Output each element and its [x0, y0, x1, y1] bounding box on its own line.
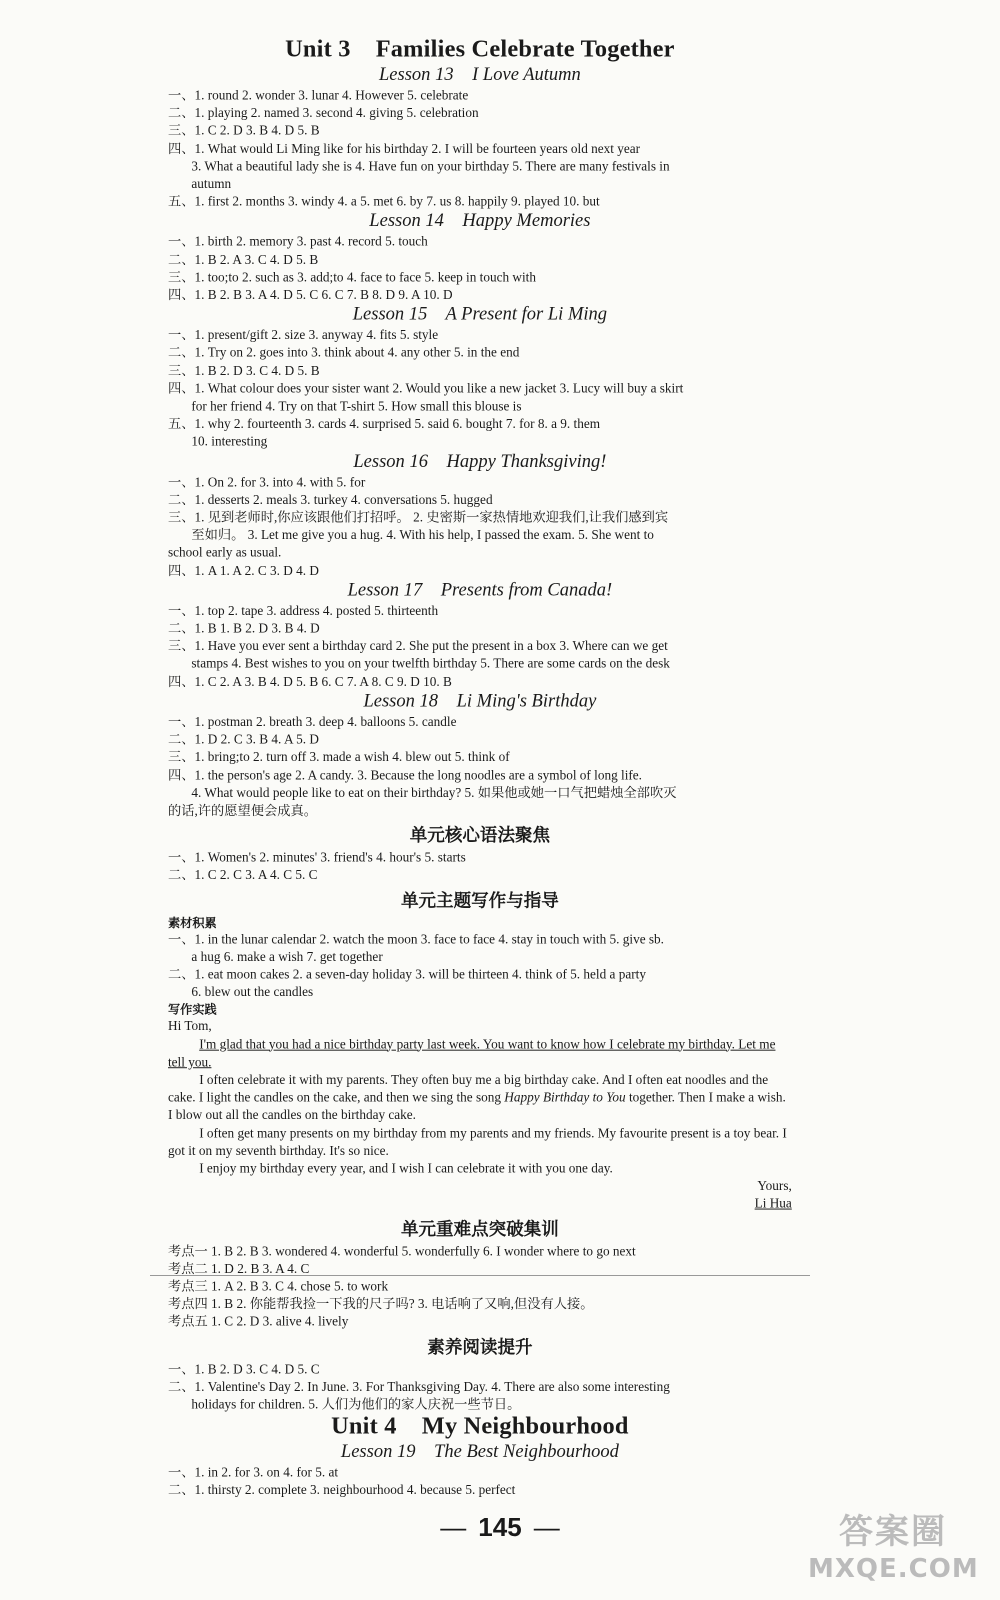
writing-section-title: 单元主题写作与指导 — [400, 890, 559, 911]
answer-line: 三、1. too;to 2. such as 3. add;to 4. face to face 5. keep in touch with — [168, 269, 536, 285]
answer-line: 四、1. the person's age 2. A candy. 3. Because the long noodles are a symbol of long life. — [168, 767, 643, 783]
watermark-text-bottom: MXQE.COM — [808, 1554, 979, 1584]
answer-line: 4. What would people like to eat on their birthday? 5. 如果他或她一口气把蜡烛全部吹灭 — [191, 785, 677, 800]
answer-line: 三、1. bring;to 2. turn off 3. made a wish 4. blew out 5. think of — [168, 749, 510, 765]
grammar-answers — [168, 849, 792, 884]
answer-line: 一、1. round 2. wonder 3. lunar 4. However 5. celebrate — [168, 87, 469, 103]
letter-paragraph-2-a: I often celebrate it with my parents. They often buy me a big birthday cake. And I often eat noodles and the cake. I light the candles on the cake, and then we sing the song — [168, 1072, 769, 1105]
difficulty-answer-line: 考点三 1. A 2. B 3. C 4. chose 5. to work — [168, 1278, 389, 1294]
letter-closing: Yours, — [757, 1178, 792, 1194]
difficulty-answer-line: 考点四 1. B 2. 你能帮我捡一下我的尺子吗? 3. 电话响了又响,但没有人接。 — [168, 1296, 594, 1312]
reading-section-title: 素养阅读提升 — [427, 1336, 533, 1358]
letter-paragraph-4: I enjoy my birthday every year, and I wish I can celebrate it with you one day. — [199, 1160, 613, 1176]
material-answer-line: 二、1. eat moon cakes 2. a seven-day holiday 3. will be thirteen 4. think of 5. held a party — [168, 966, 646, 982]
material-answer-line: 一、1. in the lunar calendar 2. watch the moon 3. face to face 4. stay in touch with 5. give sb. — [168, 931, 665, 946]
answer-line: 3. What a beautiful lady she is 4. Have fun on your birthday 5. There are many festivals in — [191, 158, 670, 174]
answer-line: autumn — [191, 176, 232, 191]
answer-line: 四、1. C 2. A 3. B 4. D 5. B 6. C 7. A 8. C 9. D 10. B — [168, 674, 452, 689]
material-label: 素材积累 — [168, 914, 217, 930]
answer-line: 一、1. birth 2. memory 3. past 4. record 5. touch — [168, 234, 428, 249]
reading-answers — [168, 1360, 792, 1413]
reading-answer-line: 一、1. B 2. D 3. C 4. D 5. C — [168, 1361, 320, 1376]
site-watermark-logo — [808, 1510, 978, 1588]
page-number-value: 145 — [478, 1512, 522, 1542]
answer-line: 二、1. B 2. A 3. C 4. D 5. B — [168, 252, 319, 267]
answer-line: 一、1. present/gift 2. size 3. anyway 4. fits 5. style — [168, 327, 439, 343]
letter-greeting: Hi Tom, — [168, 1018, 212, 1034]
answer-line: 四、1. What colour does your sister want 2. Would you like a new jacket 3. Lucy will buy a skirt — [168, 380, 684, 396]
answer-line: 五、1. first 2. months 3. windy 4. a 5. met 6. by 7. us 8. happily 9. played 10. but — [168, 194, 600, 209]
lesson-title: Lesson 14 Happy Memories — [369, 210, 591, 232]
answer-line: 一、1. postman 2. breath 3. deep 4. balloons 5. candle — [168, 714, 457, 729]
difficulty-answer-line: 考点五 1. C 2. D 3. alive 4. lively — [168, 1314, 349, 1329]
practice-label: 写作实践 — [168, 1002, 217, 1017]
answer-line: 一、1. top 2. tape 3. address 4. posted 5. thirteenth — [168, 603, 439, 618]
reading-answer-line: holidays for children. 5. 人们为他们的家人庆祝一些节日。 — [191, 1396, 521, 1412]
unit-3-lessons — [168, 64, 792, 819]
difficulty-answer-line: 考点二 1. D 2. B 3. A 4. C — [168, 1260, 310, 1276]
answer-line: 三、1. 见到老师时,你应该跟他们打招呼。 2. 史密斯一家热情地欢迎我们,让我们感到宾 — [168, 509, 669, 525]
grammar-answer-line: 二、1. C 2. C 3. A 4. C 5. C — [168, 867, 318, 883]
lesson-title: Lesson 16 Happy Thanksgiving! — [353, 450, 607, 472]
page-number-dash-left: — — [440, 1512, 467, 1542]
answer-line: 三、1. Have you ever sent a birthday card 2. She put the present in a box 3. Where can we get — [168, 638, 668, 654]
letter-paragraph-1: I'm glad that you had a nice birthday party last week. You want to know how I celebrate my birthday. Let me tell you. — [168, 1036, 776, 1069]
grammar-answer-line: 一、1. Women's 2. minutes' 3. friend's 4. hour's 5. starts — [168, 849, 466, 865]
unit-4-title: Unit 4 My Neighbourhood — [331, 1413, 629, 1440]
answer-line: 10. interesting — [191, 434, 268, 449]
reading-answer-line: 二、1. Valentine's Day 2. In June. 3. For Thanksgiving Day. 4. There are also some interesting — [168, 1378, 670, 1394]
letter-signature: Li Hua — [754, 1196, 792, 1211]
unit-4-answer-line: 一、1. in 2. for 3. on 4. for 5. at — [168, 1465, 339, 1480]
difficulty-section-title: 单元重难点突破集训 — [400, 1218, 559, 1240]
lesson-19-title: Lesson 19 The Best Neighbourhood — [340, 1441, 619, 1463]
difficulty-answer-line: 考点一 1. B 2. B 3. wondered 4. wonderful 5. wonderfully 6. I wonder where to go next — [168, 1243, 636, 1258]
unit-3-title: Unit 3 Families Celebrate Together — [285, 36, 675, 63]
lesson-title: Lesson 15 A Present for Li Ming — [352, 304, 608, 325]
answer-line: 五、1. why 2. fourteenth 3. cards 4. surprised 5. said 6. bought 7. for 8. a 9. them — [168, 416, 601, 431]
material-answers — [168, 930, 792, 1001]
letter-paragraph-2-b: together. Then I make a wish. I blow out all the candles on the birthday cake. — [168, 1089, 786, 1123]
answer-line: 四、1. A 1. A 2. C 3. D 4. D — [168, 562, 319, 578]
song-title: Happy Birthday to You — [504, 1089, 626, 1105]
page-divider — [150, 1275, 810, 1276]
answer-line: 二、1. playing 2. named 3. second 4. giving 5. celebration — [168, 105, 479, 121]
letter-paragraph-3: I often get many presents on my birthday from my parents and my friends. My favourite present is a toy bear. I got it on my seventh birthday. It's so nice. — [168, 1125, 787, 1158]
difficulty-answers — [168, 1242, 792, 1331]
material-answer-line: a hug 6. make a wish 7. get together — [191, 949, 383, 964]
answer-line: 四、1. What would Li Ming like for his birthday 2. I will be fourteen years old next year — [168, 140, 641, 156]
lesson-title: Lesson 13 I Love Autumn — [378, 64, 581, 85]
answer-line: school early as usual. — [168, 545, 282, 560]
answer-line: 三、1. B 2. D 3. C 4. D 5. B — [168, 363, 320, 378]
answer-line: 二、1. Try on 2. goes into 3. think about 4. any other 5. in the end — [168, 345, 520, 361]
letter-paragraph-2 — [168, 1071, 792, 1124]
unit-4-answer-line: 二、1. thirsty 2. complete 3. neighbourhood 4. because 5. perfect — [168, 1482, 516, 1498]
answer-line: 至如归。 3. Let me give you a hug. 4. With his help, I passed the exam. 5. She went to — [191, 527, 654, 543]
answer-page — [168, 36, 792, 1500]
answer-line: 一、1. On 2. for 3. into 4. with 5. for — [168, 474, 366, 489]
answer-line: 二、1. B 1. B 2. D 3. B 4. D — [168, 620, 320, 636]
answer-line: 的话,许的愿望便会成真。 — [168, 802, 318, 818]
lesson-title: Lesson 18 Li Ming's Birthday — [363, 690, 597, 712]
lesson-title: Lesson 17 Presents from Canada! — [347, 579, 613, 601]
page-number-dash-right: — — [533, 1512, 560, 1542]
answer-line: 二、1. D 2. C 3. B 4. A 5. D — [168, 732, 319, 747]
answer-line: 四、1. B 2. B 3. A 4. D 5. C 6. C 7. B 8. D 9. A 10. D — [168, 287, 453, 303]
answer-line: 三、1. C 2. D 3. B 4. D 5. B — [168, 123, 320, 138]
watermark-text-top: 答案圈 — [839, 1512, 947, 1552]
grammar-section-title: 单元核心语法聚焦 — [409, 825, 551, 847]
answer-line: 二、1. desserts 2. meals 3. turkey 4. conversations 5. hugged — [168, 492, 493, 507]
answer-line: for her friend 4. Try on that T-shirt 5. How small this blouse is — [191, 398, 522, 414]
unit-4-answers — [168, 1464, 792, 1499]
answer-line: stamps 4. Best wishes to you on your twelfth birthday 5. There are some cards on the desk — [191, 656, 670, 672]
material-answer-line: 6. blew out the candles — [191, 984, 314, 1000]
